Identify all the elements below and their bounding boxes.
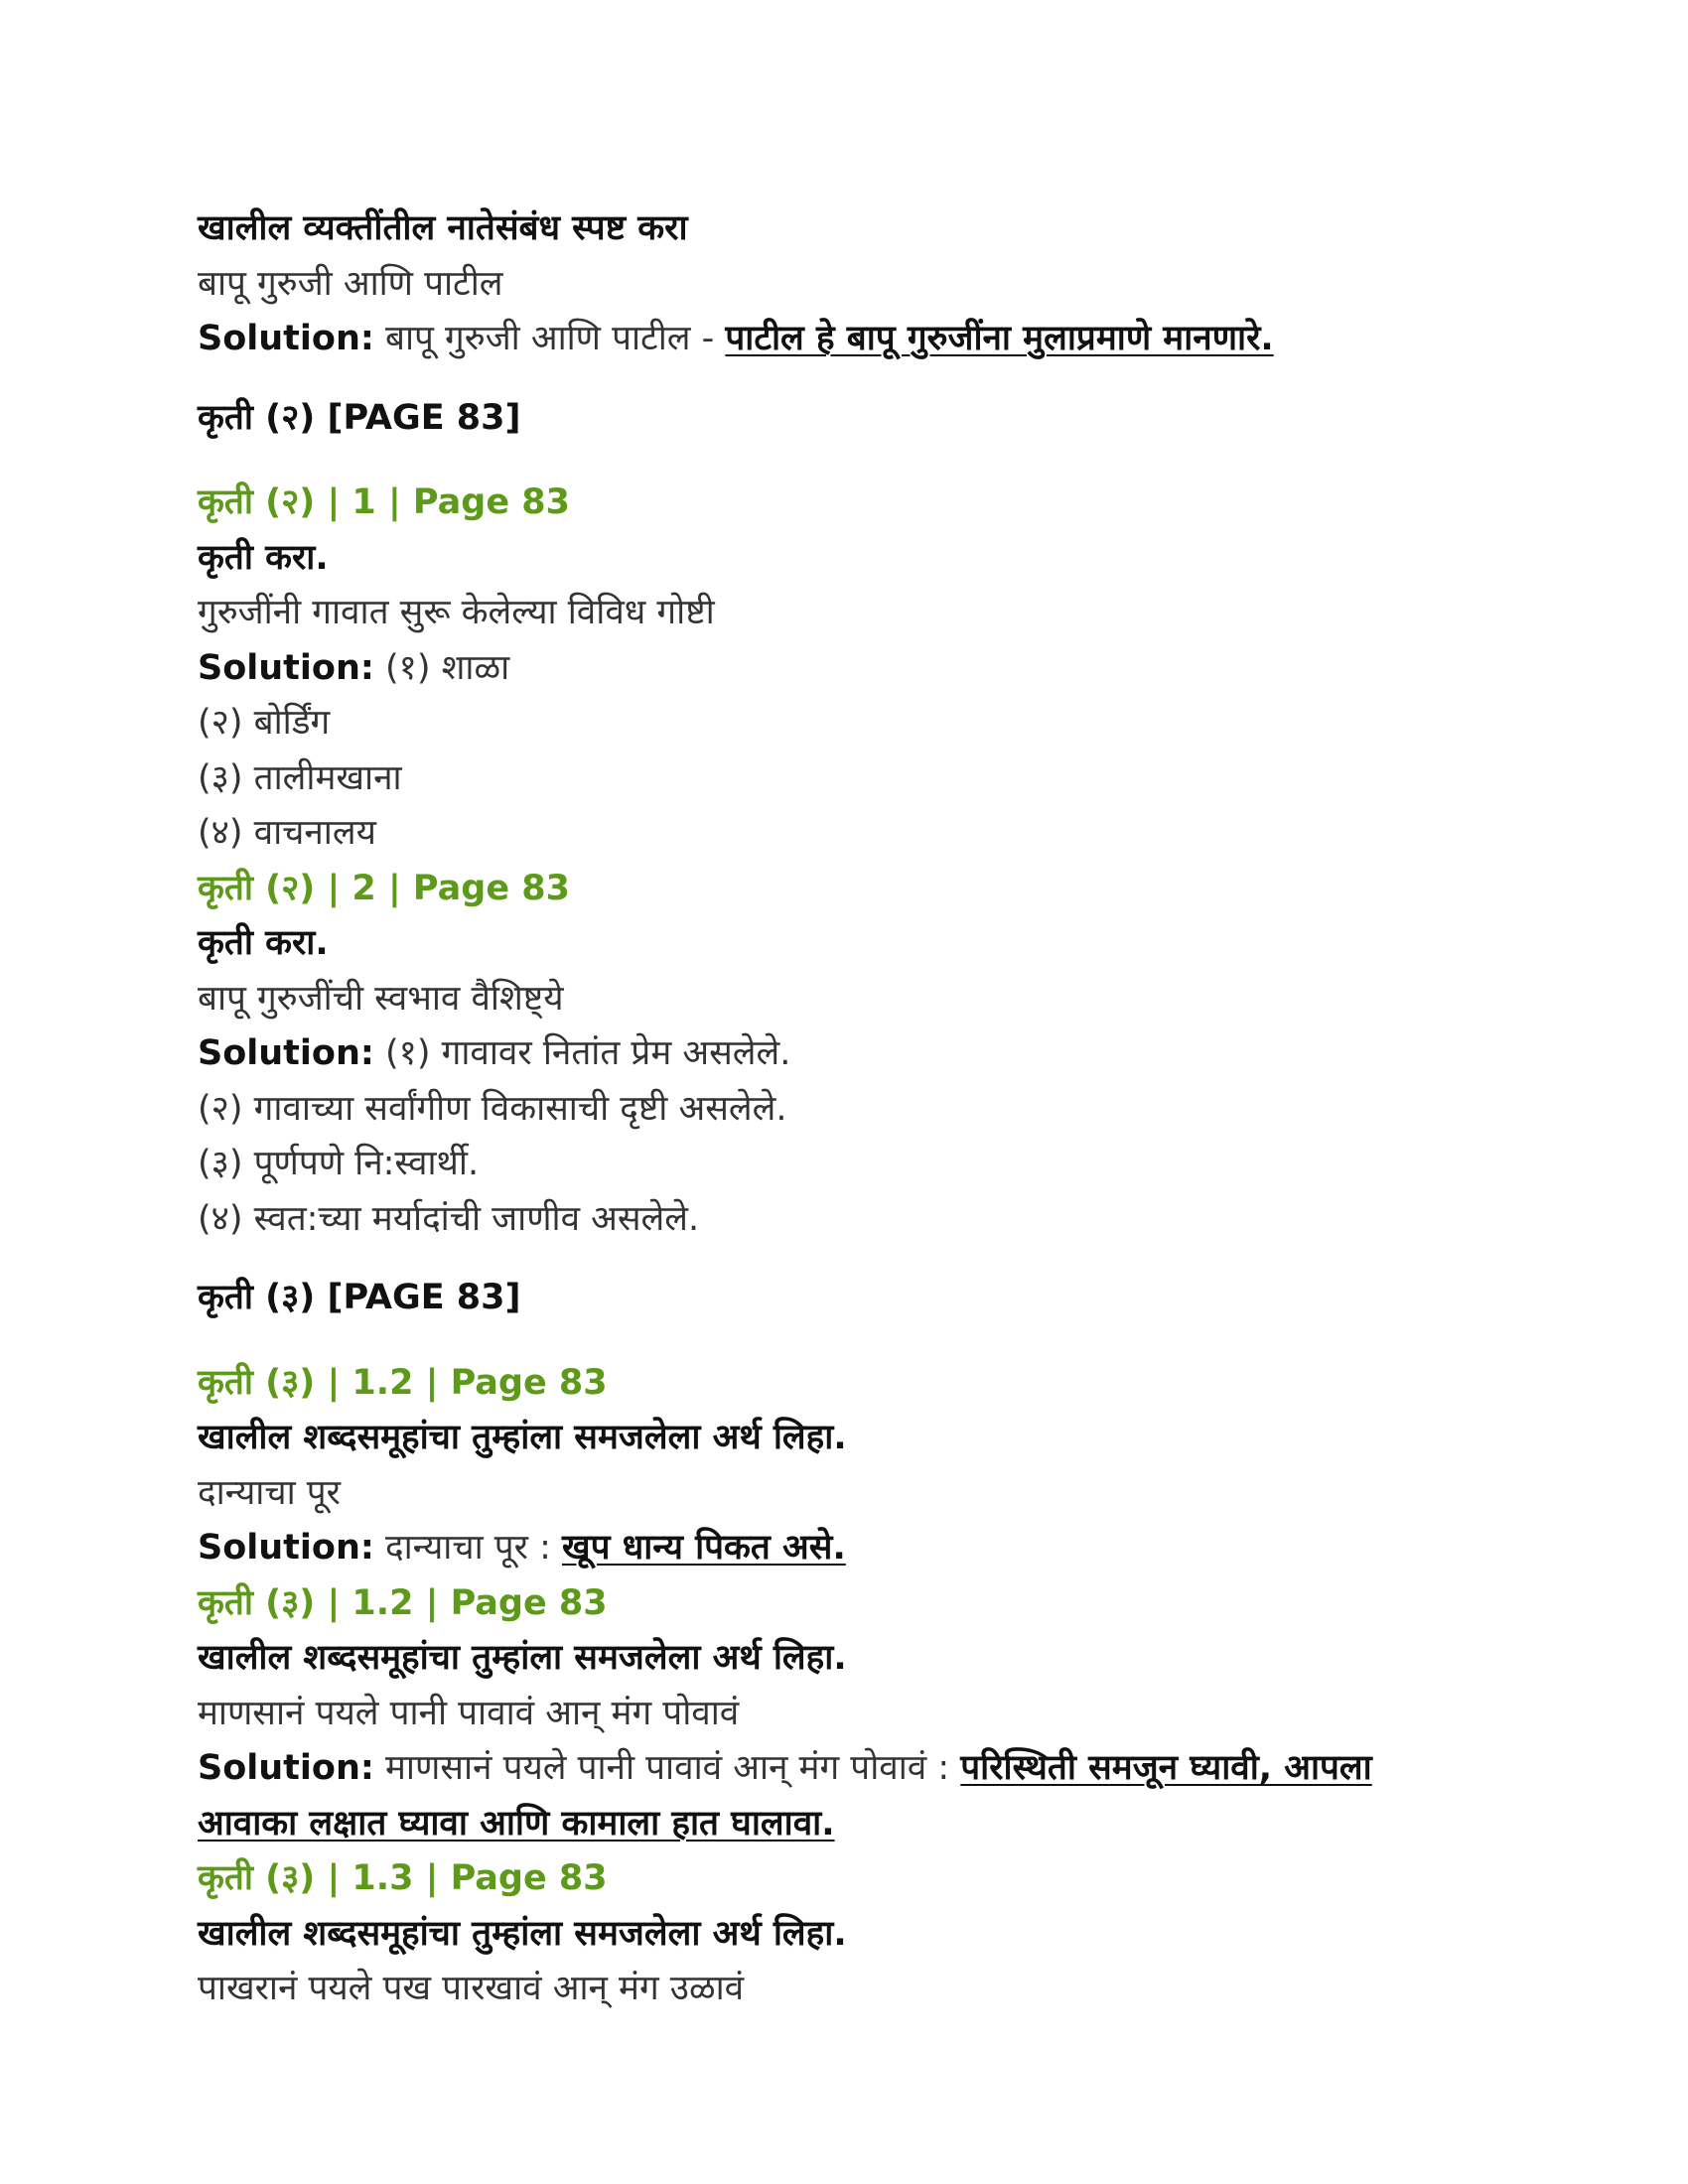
answer-item: (१) शाळा	[385, 647, 510, 688]
solution-line	[198, 312, 1508, 367]
question-heading: खालील शब्दसमूहांचा तुम्हांला समजलेला अर्थ लिहा.	[198, 1913, 847, 1954]
question-heading: कृती करा.	[198, 923, 329, 963]
solution-answer: परिस्थिती समजून घ्यावी, आपला	[960, 1748, 1372, 1788]
answer-item: (१) गावावर नितांत प्रेम असलेले.	[385, 1033, 791, 1073]
section-title: कृती (३) [PAGE 83]	[198, 1278, 521, 1317]
question-tag: कृती (३) | 1.2 | Page 83	[198, 1362, 608, 1403]
solution-continuation	[198, 1797, 1508, 1852]
question-heading: कृती करा.	[198, 537, 329, 578]
question-text: बापू गुरुजींची स्वभाव वैशिष्ट्ये	[198, 978, 564, 1019]
answer-item: (४) वाचनालय	[198, 813, 376, 853]
solution-label: Solution:	[198, 1528, 374, 1568]
question-tag: कृती (३) | 1.2 | Page 83	[198, 1582, 608, 1623]
answer-item: (३) तालीमखाना	[198, 757, 402, 798]
question-text: माणसानं पयले पानी पावावं आन् मंग पोवावं	[198, 1693, 740, 1733]
answer-item: (२) गावाच्या सर्वांगीण विकासाची दृष्टी असलेले.	[198, 1088, 787, 1129]
solution-prefix: दान्याचा पूर :	[385, 1528, 562, 1568]
solution-prefix: बापू गुरुजी आणि पाटील -	[385, 319, 726, 358]
solution-line	[198, 641, 1508, 697]
question-heading: खालील शब्दसमूहांचा तुम्हांला समजलेला अर्थ लिहा.	[198, 1638, 847, 1678]
solution-label: Solution:	[198, 1033, 374, 1073]
question-tag: कृती (२) | 2 | Page 83	[198, 868, 570, 908]
solution-line	[198, 1026, 1508, 1082]
section-heading: खालील व्यक्तींतील नातेसंबंध स्पष्ट करा	[198, 208, 688, 248]
question-tag: कृती (३) | 1.3 | Page 83	[198, 1858, 608, 1898]
solution-prefix: माणसानं पयले पानी पावावं आन् मंग पोवावं :	[385, 1748, 961, 1788]
answer-item: (३) पूर्णपणे नि:स्वार्थी.	[198, 1144, 480, 1183]
solution-answer: पाटील हे बापू गुरुजींना मुलाप्रमाणे मानणारे.	[725, 319, 1274, 358]
question-heading: खालील शब्दसमूहांचा तुम्हांला समजलेला अर्थ लिहा.	[198, 1418, 847, 1457]
question-text: गुरुजींनी गावात सुरू केलेल्या विविध गोष्टी	[198, 593, 715, 632]
answer-item: (४) स्वत:च्या मर्यादांची जाणीव असलेले.	[198, 1198, 700, 1239]
solution-answer: खूप धान्य पिकत असे.	[562, 1528, 846, 1568]
solution-label: Solution:	[198, 647, 374, 688]
section-title: कृती (२) [PAGE 83]	[198, 397, 521, 438]
question-text: दान्याचा पूर	[198, 1472, 341, 1513]
solution-label: Solution:	[198, 1748, 374, 1788]
question-text: पाखरानं पयले पख पारखावं आन् मंग उळावं	[198, 1969, 745, 2008]
answer-item: (२) बोर्डिंग	[198, 703, 331, 743]
document-page	[198, 202, 1508, 2017]
solution-answer: आवाका लक्षात घ्यावा आणि कामाला हात घालावा.	[198, 1803, 835, 1843]
solution-line	[198, 1741, 1508, 1797]
question-text: बापू गुरुजी आणि पाटील	[198, 263, 503, 304]
solution-line	[198, 1521, 1508, 1576]
solution-label: Solution:	[198, 319, 374, 358]
question-tag: कृती (२) | 1 | Page 83	[198, 482, 570, 522]
